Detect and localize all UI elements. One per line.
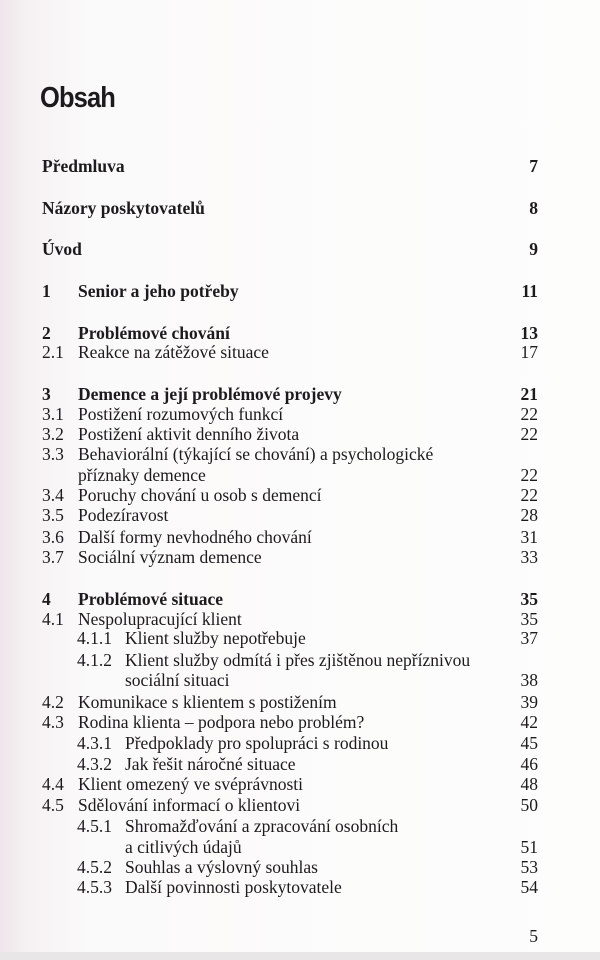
- toc-entry-title: Další povinnosti poskytovatele: [125, 877, 342, 897]
- page-title: Obsah: [40, 82, 116, 114]
- toc-entry: [0, 443, 600, 465]
- toc-entry: [0, 546, 600, 568]
- toc-entry-title: Rodina klienta – podpora nebo problém?: [78, 712, 365, 732]
- toc-entry-page: 46: [520, 754, 538, 774]
- toc-entry: [0, 423, 600, 445]
- toc-entry-title: Nespolupracující klient: [78, 609, 242, 629]
- toc-entry-page: 31: [520, 527, 538, 547]
- toc-entry-number: 4.5.1: [77, 816, 112, 836]
- toc-entry-page: 42: [520, 712, 538, 732]
- toc-entry-page: 37: [520, 628, 538, 648]
- toc-entry-title: Problémové chování: [78, 323, 230, 343]
- toc-entry-page: 22: [520, 465, 538, 485]
- toc-entry-title: Komunikace s klientem s postižením: [78, 692, 337, 712]
- toc-entry-number: 4.5: [42, 795, 64, 815]
- toc-entry: [0, 155, 600, 177]
- toc-entry-title: Klient omezený ve svéprávnosti: [78, 774, 304, 794]
- toc-entry-page: 35: [520, 609, 538, 629]
- toc-entry-title: Předmluva: [42, 156, 125, 176]
- toc-entry-number: 3: [42, 384, 51, 404]
- toc-entry-number: 4.3: [42, 712, 64, 732]
- toc-entry-page: 51: [520, 837, 538, 857]
- toc-entry-page: 21: [520, 384, 538, 404]
- toc-entry-number: 3.7: [42, 547, 64, 567]
- toc-entry-title: Podezíravost: [78, 505, 169, 525]
- toc-entry-title: Sociální význam demence: [78, 547, 262, 567]
- toc-entry-title: Shromažďování a zpracování osobních: [125, 816, 399, 836]
- toc-entry-page: 17: [520, 342, 538, 362]
- toc-entry: [0, 197, 600, 219]
- toc-entry-title: Postižení aktivit denního života: [78, 424, 300, 444]
- toc-entry: [0, 238, 600, 260]
- toc-entry-title: Senior a jeho potřeby: [78, 281, 239, 301]
- toc-entry-number: 4.1.2: [77, 650, 112, 670]
- toc-entry-title: a citlivých údajů: [125, 837, 242, 857]
- toc-entry-number: 4.5.2: [77, 857, 112, 877]
- toc-entry-number: 3.4: [42, 485, 64, 505]
- toc-entry: [0, 876, 600, 898]
- toc-entry-title: Souhlas a výslovný souhlas: [125, 857, 318, 877]
- toc-entry: [0, 753, 600, 775]
- toc-entry-title: sociální situaci: [125, 670, 230, 690]
- toc-entry-page: 39: [520, 692, 538, 712]
- toc-entry: [0, 526, 600, 548]
- toc-entry: [0, 649, 600, 671]
- toc-entry-page: 38: [520, 670, 538, 690]
- toc-entry-page: 54: [520, 877, 538, 897]
- toc-entry-number: 4.5.3: [77, 877, 112, 897]
- toc-entry: [0, 691, 600, 713]
- toc-entry-page: 22: [520, 424, 538, 444]
- toc-entry-title: Sdělování informací o klientovi: [78, 795, 301, 815]
- toc-entry: [0, 794, 600, 816]
- toc-entry-number: 2.1: [42, 342, 64, 362]
- toc-entry-page: 28: [520, 505, 538, 525]
- toc-entry-page: 13: [520, 323, 538, 343]
- toc-entry-page: 22: [520, 485, 538, 505]
- toc-entry-page: 11: [521, 281, 538, 301]
- toc-entry-page: 22: [520, 404, 538, 424]
- toc-entry: [0, 669, 600, 691]
- toc-entry: [0, 711, 600, 733]
- toc-entry-title: Názory poskytovatelů: [42, 198, 205, 218]
- toc-entry-number: 3.3: [42, 444, 64, 464]
- toc-entry-number: 2: [42, 323, 51, 343]
- toc-entry-title: Klient služby nepotřebuje: [125, 628, 306, 648]
- toc-entry-title: Demence a její problémové projevy: [78, 384, 342, 404]
- toc-entry-number: 4.2: [42, 692, 64, 712]
- toc-entry: [0, 732, 600, 754]
- toc-entry-number: 3.1: [42, 404, 64, 424]
- toc-entry-title: Další formy nevhodného chování: [78, 527, 312, 547]
- toc-entry-page: 48: [520, 774, 538, 794]
- toc-entry: [0, 403, 600, 425]
- toc-entry-number: 4.3.1: [77, 733, 112, 753]
- toc-entry-page: 53: [520, 857, 538, 877]
- toc-entry-page: 8: [529, 198, 538, 218]
- toc-entry: [0, 773, 600, 795]
- toc-entry-number: 4.4: [42, 774, 64, 794]
- toc-entry-title: Úvod: [42, 239, 82, 259]
- toc-entry: [0, 856, 600, 878]
- toc-entry-title: Klient služby odmítá i přes zjištěnou nepříznivou: [125, 650, 471, 670]
- toc-entry-title: Postižení rozumových funkcí: [78, 404, 284, 424]
- toc-entry-number: 3.6: [42, 527, 64, 547]
- toc-entry-title: příznaky demence: [78, 465, 206, 485]
- toc-entry: [0, 627, 600, 649]
- toc-entry-number: 4.1.1: [77, 628, 112, 648]
- toc-entry-page: 35: [520, 589, 538, 609]
- toc-entry-number: 4.1: [42, 609, 64, 629]
- toc-entry: [0, 588, 600, 610]
- toc-entry: [0, 464, 600, 486]
- toc-entry-number: 3.2: [42, 424, 64, 444]
- toc-entry-title: Jak řešit náročné situace: [125, 754, 296, 774]
- toc-entry: [0, 504, 600, 526]
- toc-entry-title: Problémové situace: [78, 589, 223, 609]
- toc-entry-page: 9: [529, 239, 538, 259]
- page-number: 5: [529, 926, 538, 946]
- toc-entry-page: 33: [520, 547, 538, 567]
- toc-entry-title: Předpoklady pro spolupráci s rodinou: [125, 733, 389, 753]
- toc-entry-title: Behaviorální (týkající se chování) a psychologické: [78, 444, 434, 464]
- toc-entry: [0, 280, 600, 302]
- toc-entry-number: 4.3.2: [77, 754, 112, 774]
- toc-entry: [0, 815, 600, 837]
- toc-entry: [0, 836, 600, 858]
- toc-entry-number: 3.5: [42, 505, 64, 525]
- toc-entry-title: Poruchy chování u osob s demencí: [78, 485, 322, 505]
- toc-entry-number: 1: [42, 281, 51, 301]
- toc-entry: [0, 383, 600, 405]
- page-edge: [0, 952, 600, 960]
- toc-entry-number: 4: [42, 589, 51, 609]
- toc-entry-page: 45: [520, 733, 538, 753]
- toc-entry-title: Reakce na zátěžové situace: [78, 342, 269, 362]
- toc-entry: [0, 484, 600, 506]
- toc-entry: [0, 341, 600, 363]
- toc-entry-page: 50: [520, 795, 538, 815]
- toc-entry-page: 7: [529, 156, 538, 176]
